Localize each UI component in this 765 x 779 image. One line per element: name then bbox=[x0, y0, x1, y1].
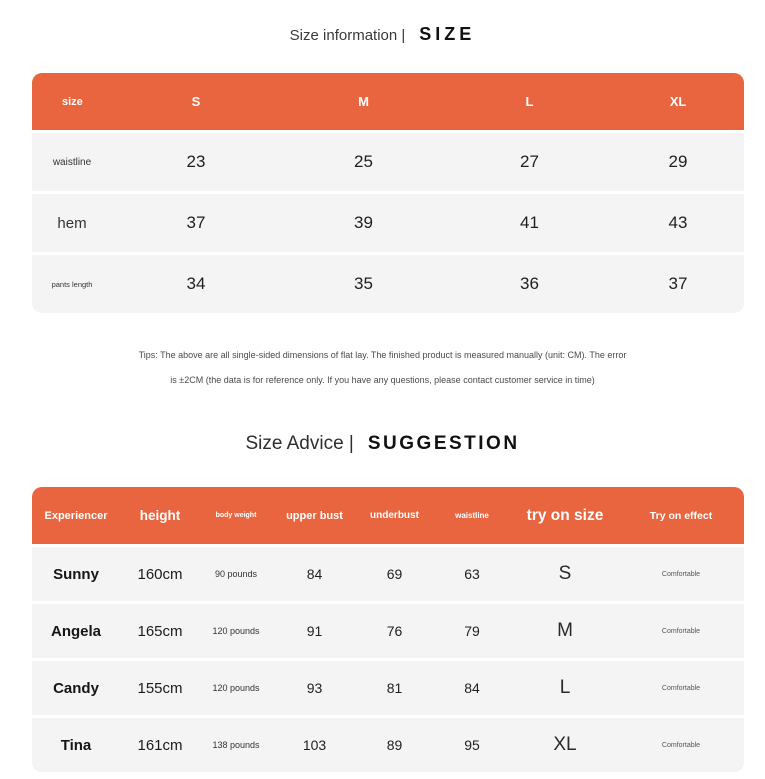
size-table-cell: 23 bbox=[186, 152, 206, 171]
try-on-size-value: XL bbox=[553, 734, 577, 755]
size-table-cell: 29 bbox=[668, 152, 688, 171]
try-on-size-value: S bbox=[558, 563, 572, 584]
try-on-effect-value: Comfortable bbox=[661, 570, 701, 578]
size-table-cell: 43 bbox=[668, 213, 688, 232]
tips-note bbox=[0, 343, 765, 393]
size-table-cell: 36 bbox=[520, 274, 539, 293]
size-table-header-cell: S bbox=[191, 94, 201, 109]
advice-table bbox=[32, 487, 744, 772]
advice-table-header-cell: waistline bbox=[455, 511, 489, 520]
advice-table-row bbox=[32, 661, 744, 715]
underbust-value: 81 bbox=[386, 680, 403, 696]
advice-table-header-cell: body weight bbox=[215, 512, 257, 519]
size-table-header-cell: XL bbox=[669, 94, 687, 109]
try-on-effect-value: Comfortable bbox=[661, 627, 701, 635]
upper-bust-value: 84 bbox=[306, 566, 323, 582]
experiencer-name: Angela bbox=[50, 622, 101, 640]
advice-table-header-cell: underbust bbox=[370, 510, 419, 521]
size-table-header-cell: L bbox=[525, 94, 534, 109]
size-table-cell: 39 bbox=[354, 213, 373, 232]
size-table-cell: 35 bbox=[354, 274, 373, 293]
size-table-header bbox=[32, 73, 744, 130]
tips-line-2: is ±2CM (the data is for reference only. If you have any questions, please contact customer service in time) bbox=[170, 375, 595, 385]
advice-table-header-cell: Try on effect bbox=[649, 509, 713, 522]
advice-table-row bbox=[32, 547, 744, 601]
height-value: 165cm bbox=[137, 622, 183, 640]
body-weight-value: 120 pounds bbox=[212, 626, 260, 636]
size-table-row-label: waistline bbox=[52, 156, 92, 168]
waistline-value: 84 bbox=[464, 680, 480, 696]
size-table-cell: 25 bbox=[354, 152, 373, 171]
size-table-cell: 37 bbox=[186, 213, 206, 232]
size-table-header-cell: M bbox=[358, 94, 369, 109]
size-title-text: Size information | bbox=[289, 27, 406, 44]
advice-title-en: SUGGESTION bbox=[367, 433, 520, 454]
advice-table-header-cell: upper bust bbox=[286, 509, 343, 522]
body-weight-value: 120 pounds bbox=[212, 683, 260, 693]
tips-line-1: Tips: The above are all single-sided dimensions of flat lay. The finished product is measured manually (unit: CM). The error bbox=[138, 350, 627, 360]
upper-bust-value: 103 bbox=[302, 737, 327, 753]
try-on-size-value: M bbox=[557, 620, 573, 641]
advice-table-header bbox=[32, 487, 744, 544]
size-table-row-waistline bbox=[32, 133, 744, 191]
waistline-value: 79 bbox=[464, 623, 480, 639]
underbust-value: 89 bbox=[386, 737, 403, 753]
try-on-effect-value: Comfortable bbox=[661, 684, 701, 692]
underbust-value: 76 bbox=[386, 623, 403, 639]
height-value: 160cm bbox=[137, 565, 183, 583]
size-table-cell: 34 bbox=[186, 274, 206, 293]
upper-bust-value: 91 bbox=[306, 623, 323, 639]
try-on-size-value: L bbox=[559, 677, 571, 698]
size-table-row-pants-length bbox=[32, 255, 744, 313]
size-section-title bbox=[0, 0, 765, 45]
size-table-cell: 41 bbox=[520, 213, 539, 232]
size-title-en: SIZE bbox=[419, 24, 476, 44]
height-value: 155cm bbox=[137, 679, 183, 697]
size-table-cell: 27 bbox=[520, 152, 539, 171]
upper-bust-value: 93 bbox=[306, 680, 323, 696]
advice-table-row bbox=[32, 604, 744, 658]
underbust-value: 69 bbox=[386, 566, 403, 582]
advice-table-header-cell: Experiencer bbox=[44, 509, 108, 522]
size-table bbox=[32, 73, 744, 313]
size-table-row-label: pants length bbox=[51, 279, 93, 289]
try-on-effect-value: Comfortable bbox=[661, 741, 701, 749]
waistline-value: 63 bbox=[464, 566, 480, 582]
experiencer-name: Tina bbox=[60, 736, 92, 754]
waistline-value: 95 bbox=[464, 737, 480, 753]
advice-table-header-cell: height bbox=[139, 508, 181, 523]
advice-title-text: Size Advice | bbox=[245, 433, 354, 454]
size-table-row-label: hem bbox=[57, 214, 87, 232]
advice-table-row bbox=[32, 718, 744, 772]
body-weight-value: 138 pounds bbox=[212, 740, 260, 750]
page-content bbox=[32, 0, 744, 772]
size-table-header-cell: size bbox=[62, 95, 83, 108]
experiencer-name: Sunny bbox=[53, 565, 99, 583]
experiencer-name: Candy bbox=[53, 679, 99, 697]
size-table-row-hem bbox=[32, 194, 744, 252]
advice-section-title bbox=[0, 433, 765, 455]
advice-table-header-cell: try on size bbox=[526, 506, 604, 524]
body-weight-value: 90 pounds bbox=[214, 569, 258, 579]
size-table-cell: 37 bbox=[668, 274, 688, 293]
height-value: 161cm bbox=[137, 736, 183, 754]
